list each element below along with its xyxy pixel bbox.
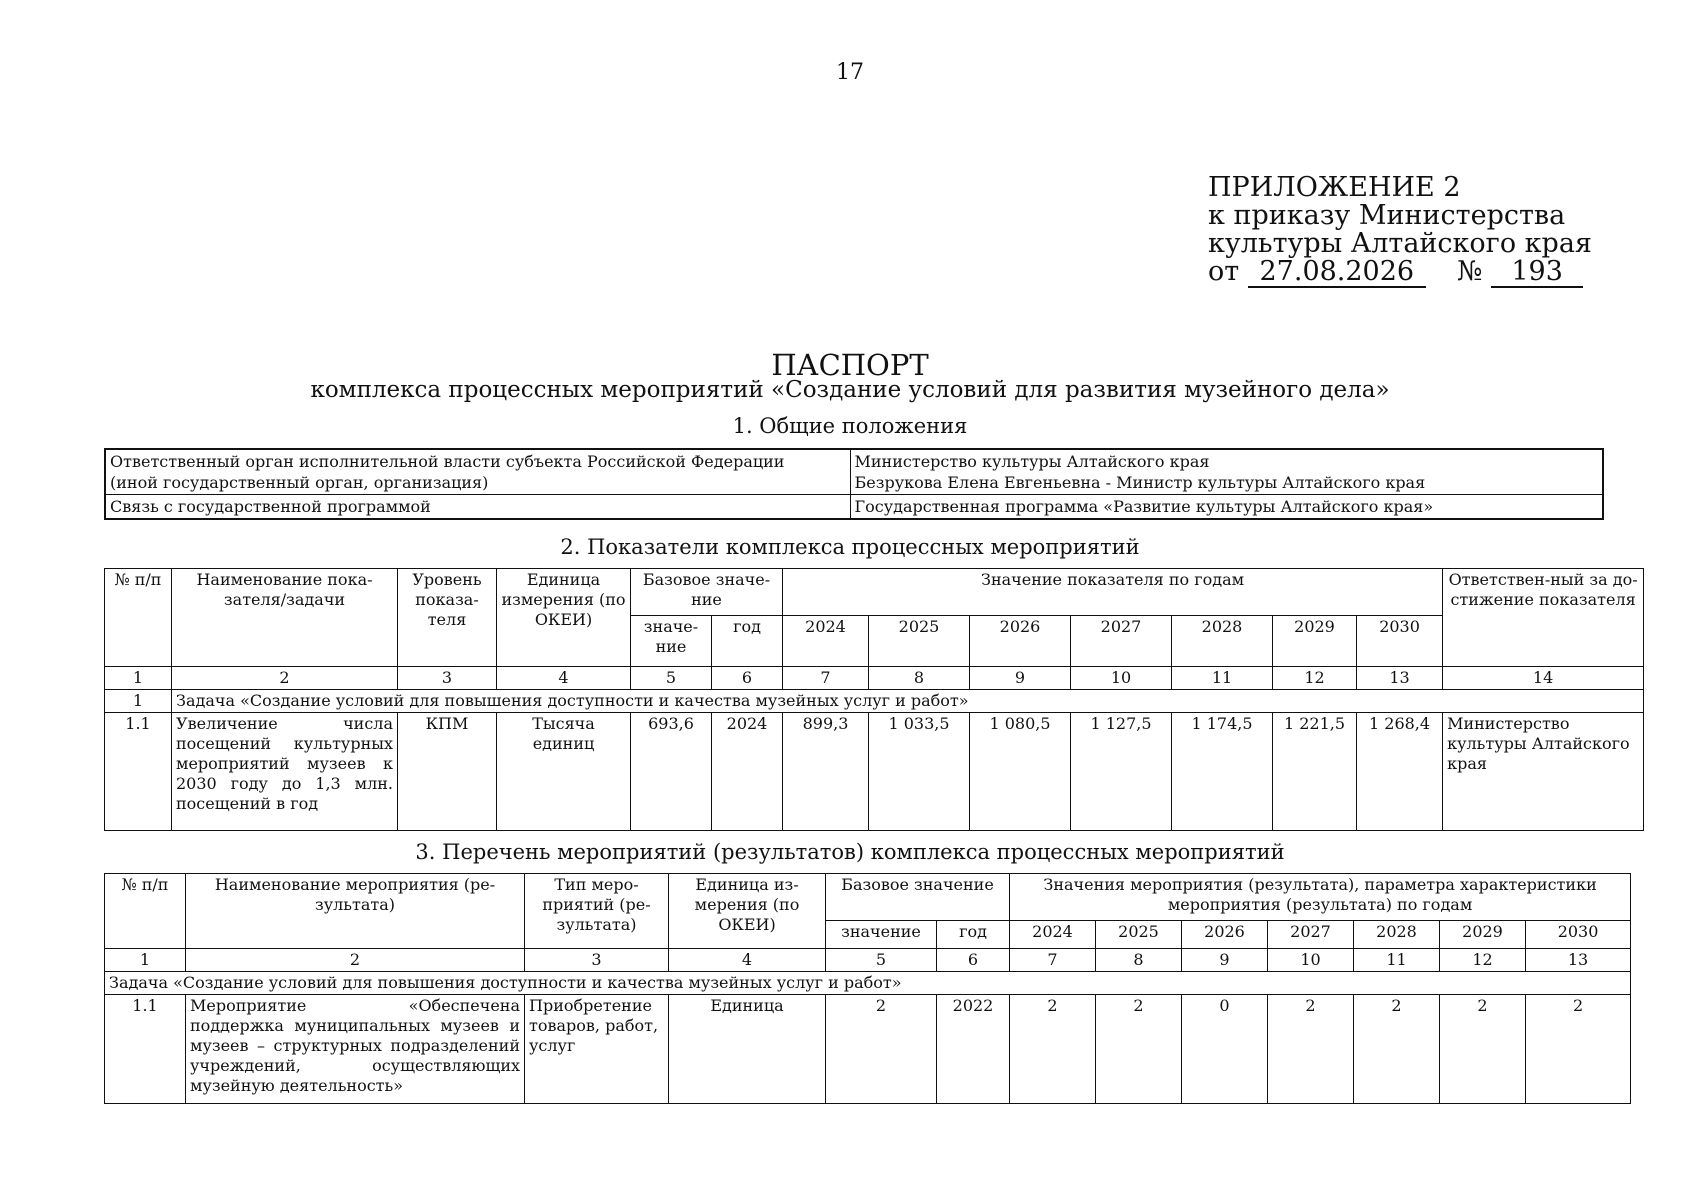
header-cell: Ответствен-ный за до-стижение показателя xyxy=(1443,569,1644,667)
task-text: Задача «Создание условий для повышения доступности и качества музейных услуг и работ» xyxy=(172,690,1644,713)
column-number: 5 xyxy=(826,949,937,972)
header-cell: 2029 xyxy=(1440,921,1526,949)
header-cell: Единица из-мерения (по ОКЕИ) xyxy=(669,874,826,949)
cell-text: (иной государственный орган, организация) xyxy=(110,473,489,492)
year-value: 1 033,5 xyxy=(869,713,970,831)
page-number: 17 xyxy=(836,60,864,85)
table-row xyxy=(105,495,1603,520)
date-prefix: от xyxy=(1208,256,1240,287)
header-cell: 2027 xyxy=(1268,921,1354,949)
table-cell: Связь с государственной программой xyxy=(105,495,850,520)
header-cell: Единица измерения (по ОКЕИ) xyxy=(497,569,631,667)
appendix-ministry-line: культуры Алтайского края xyxy=(1208,228,1592,259)
column-number: 6 xyxy=(937,949,1010,972)
table-row xyxy=(105,995,1631,1104)
base-value: 2 xyxy=(826,995,937,1104)
column-number: 13 xyxy=(1526,949,1631,972)
column-number: 4 xyxy=(497,667,631,690)
year-value: 2 xyxy=(1268,995,1354,1104)
document-title: ПАСПОРТ xyxy=(771,348,929,382)
column-number: 5 xyxy=(631,667,712,690)
header-cell: 2026 xyxy=(970,616,1071,667)
year-value: 1 080,5 xyxy=(970,713,1071,831)
column-number: 1 xyxy=(105,949,186,972)
base-year: 2022 xyxy=(937,995,1010,1104)
table-cell: Государственная программа «Развитие культуры Алтайского края» xyxy=(850,495,1603,520)
table-row xyxy=(105,449,1603,495)
table-cell xyxy=(850,449,1603,495)
column-number: 3 xyxy=(398,667,497,690)
number-prefix: № xyxy=(1456,256,1483,287)
base-year: 2024 xyxy=(712,713,783,831)
indicator-name: Увеличение числа посещений культурных мероприятий музеев к 2030 году до 1,3 млн. посещений в год xyxy=(172,713,398,831)
column-number: 3 xyxy=(525,949,669,972)
year-value: 2 xyxy=(1010,995,1096,1104)
task-row xyxy=(105,972,1631,995)
document-subtitle: комплекса процессных мероприятий «Создание условий для развития музейного дела» xyxy=(310,377,1390,403)
task-row xyxy=(105,690,1644,713)
measure-unit: Единица xyxy=(669,995,826,1104)
appendix-block xyxy=(1208,174,1592,288)
header-cell: значе-ние xyxy=(631,616,712,667)
column-number: 10 xyxy=(1268,949,1354,972)
column-number: 8 xyxy=(1096,949,1182,972)
cell-text: Ответственный орган исполнительной власти субъекта Российской Федерации xyxy=(110,452,785,471)
column-number: 10 xyxy=(1071,667,1172,690)
header-cell: 2030 xyxy=(1526,921,1631,949)
measure-type: Приобретение товаров, работ, услуг xyxy=(525,995,669,1104)
year-value: 2 xyxy=(1440,995,1526,1104)
header-cell: Базовое значение xyxy=(826,874,1010,921)
column-number: 7 xyxy=(783,667,869,690)
general-provisions-table xyxy=(104,448,1604,520)
table-cell xyxy=(105,449,850,495)
row-number: 1.1 xyxy=(105,713,172,831)
header-cell: № п/п xyxy=(105,874,186,949)
year-value: 1 221,5 xyxy=(1273,713,1357,831)
year-value: 0 xyxy=(1182,995,1268,1104)
indicator-level: КПМ xyxy=(398,713,497,831)
header-cell: Значения мероприятия (результата), параметра характеристики мероприятия (результата) по годам xyxy=(1010,874,1631,921)
header-cell: Наименование пока-зателя/задачи xyxy=(172,569,398,667)
year-value: 1 268,4 xyxy=(1357,713,1443,831)
column-number: 9 xyxy=(1182,949,1268,972)
column-number: 1 xyxy=(105,667,172,690)
table-header-row xyxy=(105,569,1644,616)
column-number: 7 xyxy=(1010,949,1096,972)
header-cell: Тип меро-приятий (ре-зультата) xyxy=(525,874,669,949)
appendix-date-line xyxy=(1208,258,1592,288)
column-number-row xyxy=(105,949,1631,972)
header-cell: Уровень показа-теля xyxy=(398,569,497,667)
cell-text: Министерство культуры Алтайского края xyxy=(854,452,1210,471)
column-number: 8 xyxy=(869,667,970,690)
column-number: 2 xyxy=(172,667,398,690)
header-cell: Значение показателя по годам xyxy=(783,569,1443,616)
appendix-title: ПРИЛОЖЕНИЕ 2 xyxy=(1208,172,1461,203)
header-cell: Наименование мероприятия (ре-зультата) xyxy=(186,874,525,949)
column-number: 14 xyxy=(1443,667,1644,690)
header-cell: 2028 xyxy=(1354,921,1440,949)
header-cell: 2025 xyxy=(1096,921,1182,949)
header-cell: 2026 xyxy=(1182,921,1268,949)
header-cell: 2025 xyxy=(869,616,970,667)
indicator-unit: Тысяча единиц xyxy=(497,713,631,831)
responsible: Министерство культуры Алтайского края xyxy=(1443,713,1644,831)
year-value: 899,3 xyxy=(783,713,869,831)
header-cell: Базовое значе-ние xyxy=(631,569,783,616)
column-number-row xyxy=(105,667,1644,690)
header-cell: 2029 xyxy=(1273,616,1357,667)
year-value: 1 127,5 xyxy=(1071,713,1172,831)
measures-table xyxy=(104,873,1631,1104)
appendix-order-line: к приказу Министерства xyxy=(1208,200,1566,231)
header-cell: 2027 xyxy=(1071,616,1172,667)
column-number: 9 xyxy=(970,667,1071,690)
column-number: 11 xyxy=(1172,667,1273,690)
year-value: 2 xyxy=(1354,995,1440,1104)
task-number: 1 xyxy=(105,690,172,713)
base-value: 693,6 xyxy=(631,713,712,831)
header-cell: 2028 xyxy=(1172,616,1273,667)
header-cell: 2024 xyxy=(783,616,869,667)
section3-heading: 3. Перечень мероприятий (результатов) комплекса процессных мероприятий xyxy=(415,840,1285,864)
year-value: 2 xyxy=(1096,995,1182,1104)
measure-name: Мероприятие «Обеспечена поддержка муниципальных музеев и музеев – структурных подразделений учреждений, осуществляющих музейную деятельность» xyxy=(186,995,525,1104)
header-cell: год xyxy=(712,616,783,667)
column-number: 2 xyxy=(186,949,525,972)
header-cell: № п/п xyxy=(105,569,172,667)
table-header-row xyxy=(105,874,1631,921)
header-cell: 2024 xyxy=(1010,921,1096,949)
header-cell: значение xyxy=(826,921,937,949)
column-number: 13 xyxy=(1357,667,1443,690)
header-cell: 2030 xyxy=(1357,616,1443,667)
year-value: 2 xyxy=(1526,995,1631,1104)
order-date: 27.08.2026 xyxy=(1248,258,1426,288)
table-row xyxy=(105,713,1644,831)
task-text: Задача «Создание условий для повышения доступности и качества музейных услуг и работ» xyxy=(105,972,1631,995)
indicators-table xyxy=(104,568,1644,831)
column-number: 4 xyxy=(669,949,826,972)
column-number: 11 xyxy=(1354,949,1440,972)
header-cell: год xyxy=(937,921,1010,949)
column-number: 12 xyxy=(1440,949,1526,972)
cell-text: Безрукова Елена Евгеньевна - Министр культуры Алтайского края xyxy=(854,473,1426,492)
section1-heading: 1. Общие положения xyxy=(732,414,968,438)
order-number: 193 xyxy=(1491,258,1583,288)
year-value: 1 174,5 xyxy=(1172,713,1273,831)
row-number: 1.1 xyxy=(105,995,186,1104)
column-number: 12 xyxy=(1273,667,1357,690)
section2-heading: 2. Показатели комплекса процессных мероприятий xyxy=(560,535,1140,559)
column-number: 6 xyxy=(712,667,783,690)
